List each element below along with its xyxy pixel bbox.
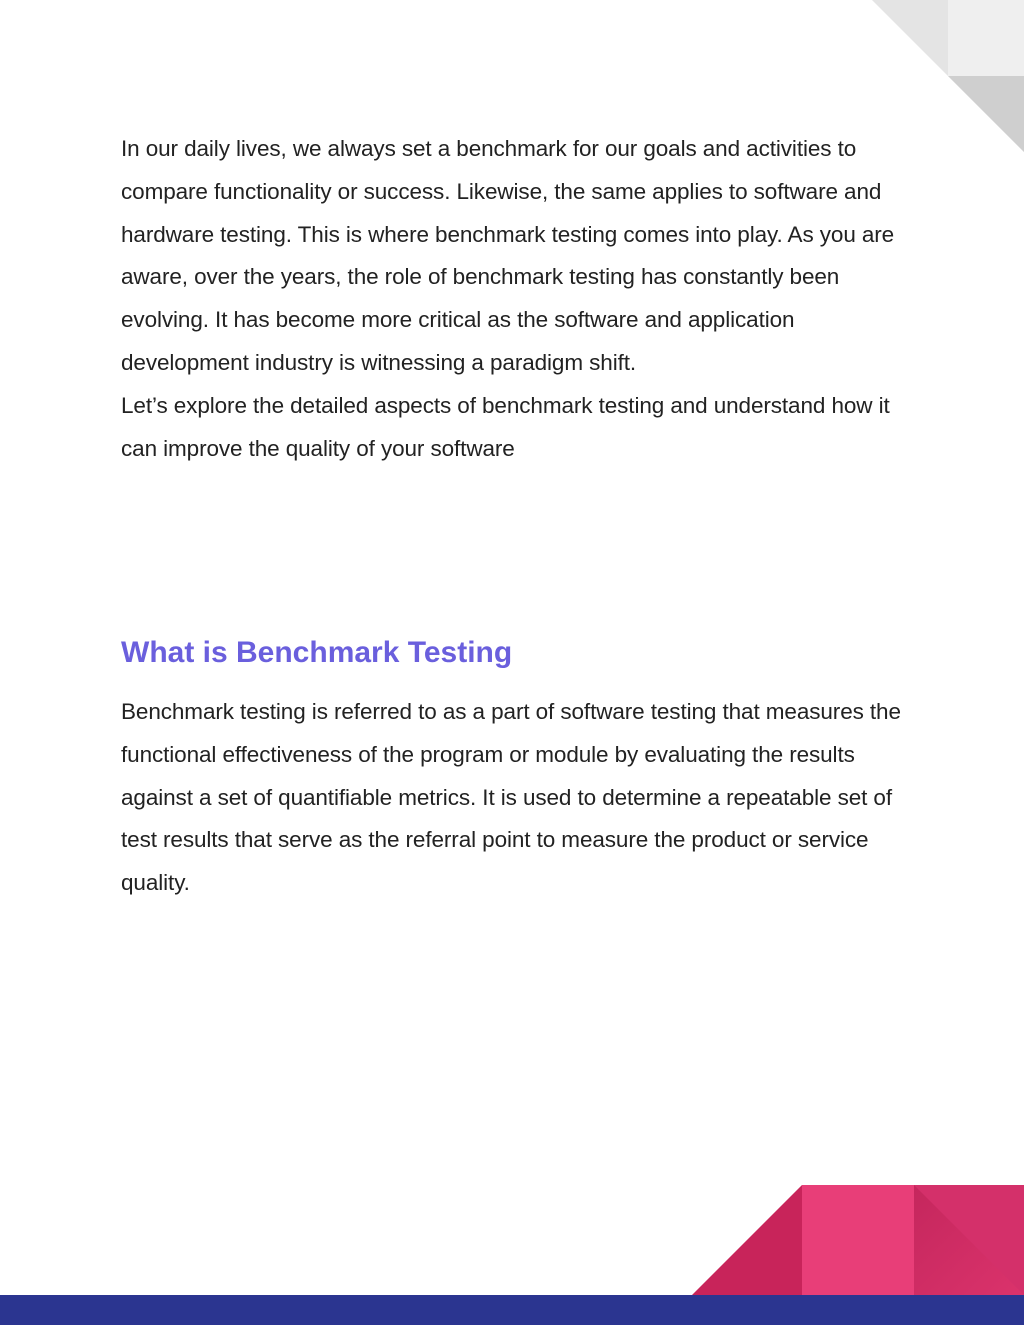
intro-section: [121, 128, 901, 470]
corner-decoration-bottom: [692, 1185, 1024, 1295]
footer-bar: [0, 1295, 1024, 1325]
section-body: Benchmark testing is referred to as a part of software testing that measures the functional effectiveness of the program or module by evaluating the results against a set of quantifiable metrics. It is used to determine a repeatable set of test results that serve as the referral point to measure the product or service quality.: [121, 699, 901, 896]
intro-paragraph: In our daily lives, we always set a benchmark for our goals and activities to compare functionality or success. Likewise, the same applies to software and hardware testing. This is where benchmark testing comes into play. As you are aware, over the years, the role of benchmark testing has constantly been evolving. It has become more critical as the software and application development industry is witnessing a paradigm shift.: [121, 136, 895, 375]
section-heading: What is Benchmark Testing: [121, 636, 513, 669]
intro-paragraph-continuation: Let’s explore the detailed aspects of benchmark testing and understand how it can improve the quality of your software: [121, 392, 890, 461]
